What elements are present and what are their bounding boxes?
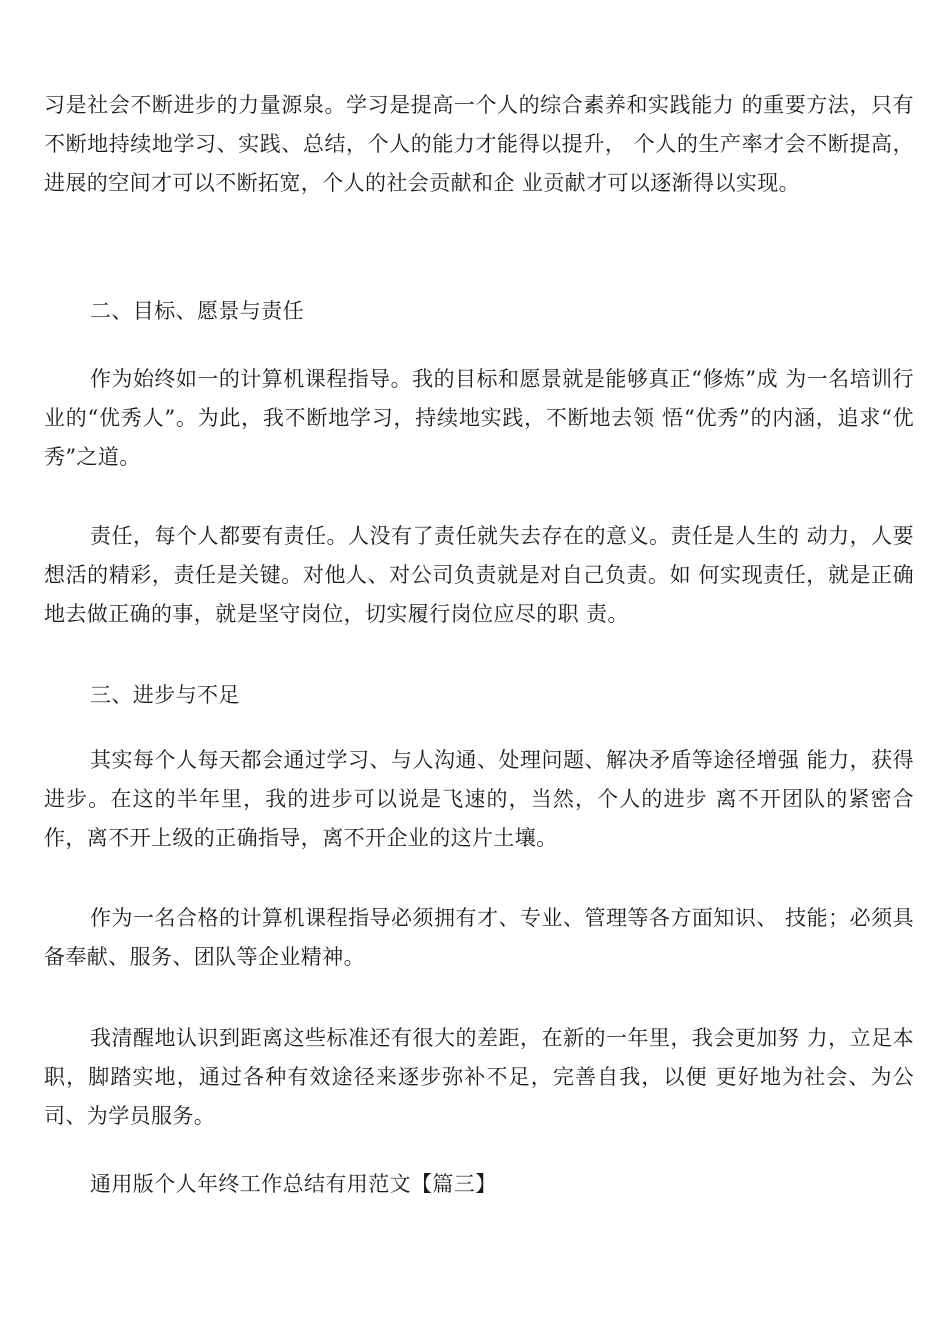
paragraph-goals: 作为始终如一的计算机课程指导。我的目标和愿景就是能够真正“修炼”成 为一名培训行业的“优秀人”。为此，我不断地学习，持续地实践，不断地去领 悟“优秀”的内涵，追求“优秀”之道。	[44, 367, 914, 469]
paragraph-responsibility: 责任，每个人都要有责任。人没有了责任就失去存在的意义。责任是人生的 动力，人要想活的精彩，责任是关键。对他人、对公司负责就是对自己负责。如 何实现责任，就是正确地去做正确的事，就是坚守岗位，切实履行岗位应尽的职 责。	[44, 524, 914, 626]
paragraph-improvement: 我清醒地认识到距离这些标准还有很大的差距，在新的一年里，我会更加努 力，立足本职，脚踏实地，通过各种有效途径来逐步弥补不足，完善自我，以便 更好地为社会、为公司、为学员服务。	[44, 1026, 914, 1128]
paragraph-learning: 习是社会不断进步的力量源泉。学习是提高一个人的综合素养和实践能力 的重要方法，只有不断地持续地学习、实践、总结，个人的能力才能得以提升， 个人的生产率才会不断提高，进展的空间才可以不断拓宽，个人的社会贡献和企 业贡献才可以逐渐得以实现。	[44, 93, 914, 195]
paragraph-progress: 其实每个人每天都会通过学习、与人沟通、处理问题、解决矛盾等途径增强 能力，获得进步。在这的半年里，我的进步可以说是飞速的，当然，个人的进步 离不开团队的紧密合作，离不开上级的正确指导，离不开企业的这片土壤。	[44, 748, 914, 850]
paragraph-requirements: 作为一名合格的计算机课程指导必须拥有才、专业、管理等各方面知识、 技能；必须具备奉献、服务、团队等企业精神。	[44, 906, 914, 969]
section-heading-goals: 二、目标、愿景与责任	[90, 299, 304, 323]
section-heading-progress: 三、进步与不足	[90, 683, 240, 707]
article-title-part-three: 通用版个人年终工作总结有用范文【篇三】	[90, 1172, 497, 1196]
